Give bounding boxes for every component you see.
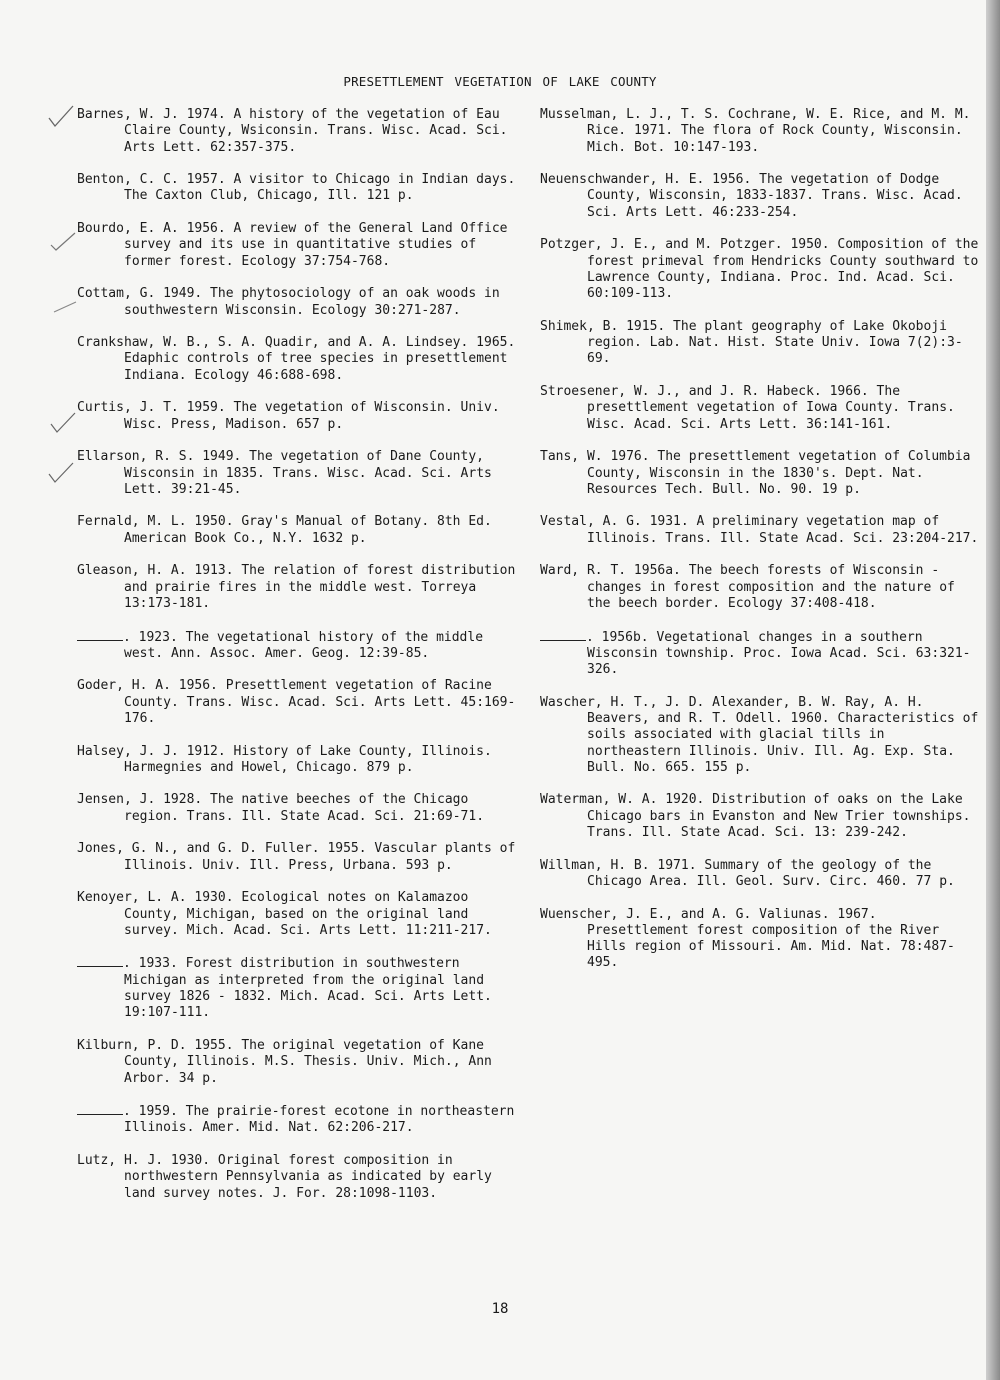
reference-entry: Barnes, W. J. 1974. A history of the vegetation of Eau Claire County, Wsiconsin. Trans. Wisc. Acad. Sci. Arts Lett. 62:357-375. bbox=[77, 107, 508, 155]
reference-entry: Fernald, M. L. 1950. Gray's Manual of Botany. 8th Ed. American Book Co., N.Y. 1632 p. bbox=[77, 514, 492, 546]
reference-entry-same-author bbox=[77, 629, 517, 663]
page-number: 18 bbox=[491, 1301, 509, 1317]
reference-entry: Crankshaw, W. B., S. A. Quadir, and A. A. Lindsey. 1965. Edaphic controls of tree species in presettlement Indiana. Ecology 46:688-698. bbox=[77, 335, 516, 383]
reference-entry-same-author bbox=[77, 1103, 517, 1137]
same-author-rule bbox=[77, 629, 123, 641]
reference-entry: Goder, H. A. 1956. Presettlement vegetation of Racine County. Trans. Wisc. Acad. Sci. Arts Lett. 45:169-176. bbox=[77, 678, 516, 726]
same-author-rule bbox=[77, 1103, 123, 1115]
reference-entry: Musselman, L. J., T. S. Cochrane, W. E. Rice, and M. M. Rice. 1971. The flora of Rock County, Wisconsin. Mich. Bot. 10:147-193. bbox=[540, 107, 971, 155]
reference-entry: Waterman, W. A. 1920. Distribution of oaks on the Lake Chicago bars in Evanston and New Trier townships. Trans. Ill. State Acad. Sci. 13: 239-242. bbox=[540, 792, 971, 841]
reference-entry: Willman, H. B. 1971. Summary of the geology of the Chicago Area. Ill. Geol. Surv. Circ. 460. 77 p. bbox=[540, 857, 955, 889]
reference-entry: Neuenschwander, H. E. 1956. The vegetation of Dodge County, Wisconsin, 1833-1837. Trans. Wisc. Acad. Sci. Arts Lett. 46:233-254. bbox=[540, 172, 963, 220]
reference-entry: Halsey, J. J. 1912. History of Lake County, Illinois. Harmegnies and Howel, Chicago. 879 p. bbox=[77, 743, 492, 775]
check-mark-icon bbox=[48, 410, 78, 436]
reference-entry: Wascher, H. T., J. D. Alexander, B. W. Ray, A. H. Beavers, and R. T. Odell. 1960. Characteristics of soils associated with glacial tills in northeastern Illinois. Univ. Ill. Ag. Exp. Sta. Bull. No. 665. 155 p. bbox=[540, 694, 979, 775]
reference-entry: Ward, R. T. 1956a. The beech forests of Wisconsin - changes in forest composition and the nature of the beech border. Ecology 37:408-418. bbox=[540, 563, 955, 611]
reference-entry: Jensen, J. 1928. The native beeches of the Chicago region. Trans. Ill. State Acad. Sci. 21:69-71. bbox=[77, 792, 485, 824]
reference-entry: Potzger, J. E., and M. Potzger. 1950. Composition of the forest primeval from Hendricks County southward to Lawrence County, Indiana. Proc. Ind. Acad. Sci. 60:109-113. bbox=[540, 237, 979, 302]
same-author-rule bbox=[77, 955, 123, 967]
reference-entry-same-author bbox=[540, 629, 980, 679]
reference-entry: Wuenscher, J. E., and A. G. Valiunas. 1967. Presettlement forest composition of the River Hills region of Missouri. Am. Mid. Nat. 78:487-495. bbox=[540, 906, 955, 971]
reference-entry-same-author bbox=[77, 955, 517, 1021]
reference-text: . 1923. The vegetational history of the middle west. Ann. Assoc. Amer. Geog. 12:39-85. bbox=[123, 629, 484, 661]
check-mark-icon bbox=[46, 460, 76, 486]
reference-text: . 1959. The prairie-forest ecotone in northeastern Illinois. Amer. Mid. Nat. 62:206-217. bbox=[123, 1104, 515, 1136]
reference-entry: Gleason, H. A. 1913. The relation of forest distribution and prairie fires in the middle west. Torreya 13:173-181. bbox=[77, 563, 516, 611]
same-author-rule bbox=[540, 629, 586, 641]
reference-entry: Vestal, A. G. 1931. A preliminary vegetation map of Illinois. Trans. Ill. State Acad. Sci. 23:204-217. bbox=[540, 514, 979, 546]
references-right-column bbox=[540, 107, 980, 988]
reference-entry: Kenoyer, L. A. 1930. Ecological notes on Kalamazoo County, Michigan, based on the original land survey. Mich. Acad. Sci. Arts Lett. 11:211-217. bbox=[77, 890, 492, 938]
reference-entry: Stroesener, W. J., and J. R. Habeck. 1966. The presettlement vegetation of Iowa County. Trans. Wisc. Acad. Sci. Arts Lett. 36:141-161. bbox=[540, 384, 955, 432]
reference-entry: Benton, C. C. 1957. A visitor to Chicago in Indian days. The Caxton Club, Chicago, Ill. 121 p. bbox=[77, 172, 516, 204]
reference-entry: Cottam, G. 1949. The phytosociology of an oak woods in southwestern Wisconsin. Ecology 30:271-287. bbox=[77, 286, 500, 318]
reference-entry: Ellarson, R. S. 1949. The vegetation of Dane County, Wisconsin in 1835. Trans. Wisc. Acad. Sci. Arts Lett. 39:21-45. bbox=[77, 449, 492, 497]
check-mark-icon bbox=[46, 104, 76, 130]
check-mark-icon bbox=[50, 298, 80, 324]
reference-entry: Tans, W. 1976. The presettlement vegetation of Columbia County, Wisconsin in the 1830's. Dept. Nat. Resources Tech. Bull. No. 90. 19 p. bbox=[540, 449, 971, 497]
page-heading: PRESETTLEMENT VEGETATION OF LAKE COUNTY bbox=[343, 74, 657, 89]
reference-entry: Curtis, J. T. 1959. The vegetation of Wisconsin. Univ. Wisc. Press, Madison. 657 p. bbox=[77, 400, 500, 432]
reference-entry: Shimek, B. 1915. The plant geography of Lake Okoboji region. Lab. Nat. Hist. State Univ. Iowa 7(2):3-69. bbox=[540, 318, 963, 367]
reference-entry: Jones, G. N., and G. D. Fuller. 1955. Vascular plants of Illinois. Univ. Ill. Press, Urbana. 593 p. bbox=[77, 841, 516, 873]
check-mark-icon bbox=[48, 230, 78, 256]
reference-entry: Kilburn, P. D. 1955. The original vegetation of Kane County, Illinois. M.S. Thesis. Univ. Mich., Ann Arbor. 34 p. bbox=[77, 1037, 492, 1086]
reference-entry: Lutz, H. J. 1930. Original forest composition in northwestern Pennsylvania as indicated by early land survey notes. J. For. 28:1098-1103. bbox=[77, 1153, 492, 1201]
reference-text: . 1956b. Vegetational changes in a southern Wisconsin township. Proc. Iowa Acad. Sci. 63:321-326. bbox=[586, 629, 971, 678]
reference-entry: Bourdo, E. A. 1956. A review of the General Land Office survey and its use in quantitative studies of former forest. Ecology 37:754-768. bbox=[77, 221, 508, 269]
references-left-column bbox=[77, 107, 517, 1218]
page-edge-shadow bbox=[986, 0, 1000, 1380]
reference-text: . 1933. Forest distribution in southwestern Michigan as interpreted from the original land survey 1826 - 1832. Mich. Acad. Sci. Arts Lett. 19:107-111. bbox=[123, 956, 492, 1021]
